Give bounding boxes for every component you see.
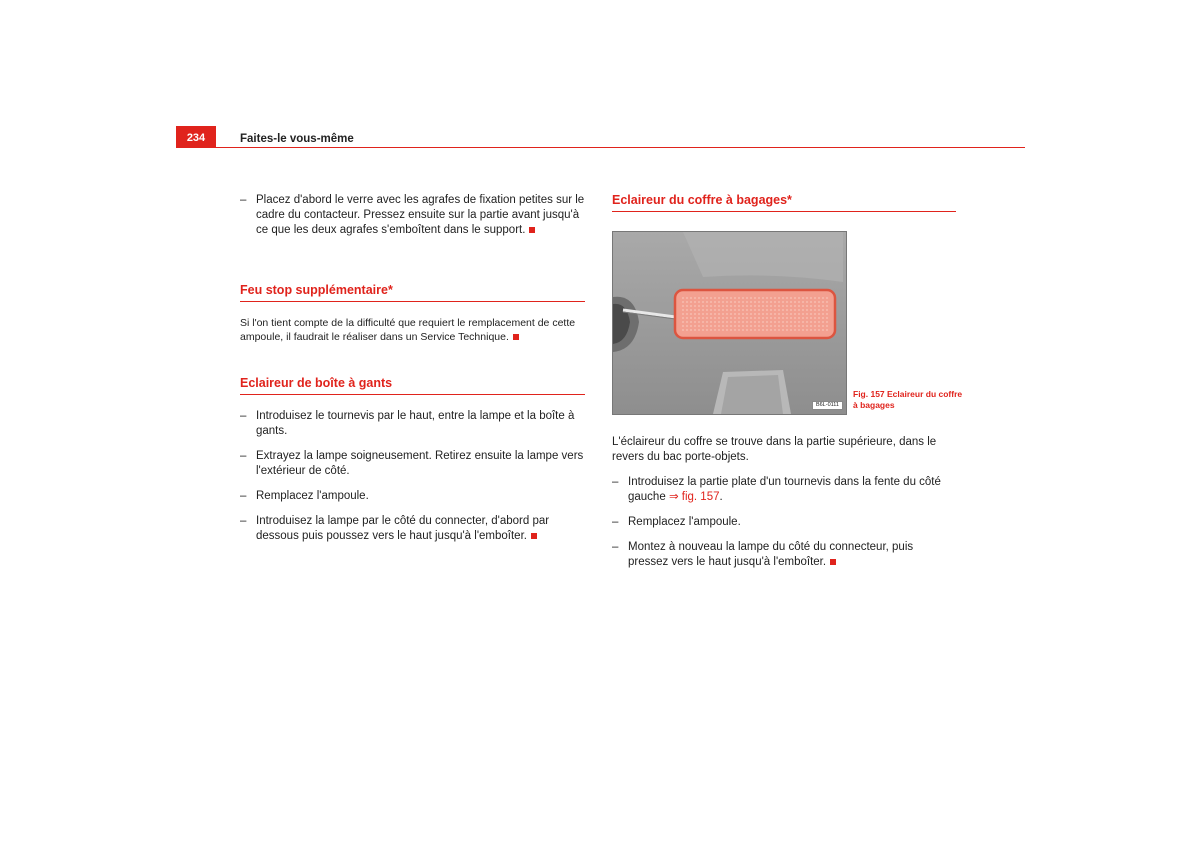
figure-caption: Fig. 157 Eclaireur du coffre à bagages <box>853 389 963 410</box>
list-item-text: Introduisez la lampe par le côté du connecter, d'abord par dessous puis poussez vers le haut jusqu'à l'emboîter. <box>256 515 550 542</box>
dash: – <box>240 490 247 502</box>
end-mark-icon <box>830 559 836 565</box>
header-rule <box>176 147 1025 148</box>
figure-code: B6L-0111 <box>812 401 843 410</box>
section-heading-feu-stop: Feu stop supplémentaire* <box>240 283 585 302</box>
section-text: Si l'on tient compte de la difficulté que requiert le remplacement de cette ampoule, il faudrait le réaliser dans un Service Technique. <box>240 317 576 343</box>
intro-paragraph: L'éclaireur du coffre se trouve dans la partie supérieure, dans le revers du bac porte-objets. <box>612 436 937 463</box>
figure-reference-link[interactable]: ⇒ fig. 157 <box>668 491 720 503</box>
list-item <box>240 193 585 238</box>
list-item <box>240 449 585 479</box>
end-mark-icon <box>531 533 537 539</box>
trunk-light-illustration <box>613 232 846 414</box>
list-item-text: Montez à nouveau la lampe du côté du connecteur, puis pressez vers le haut jusqu'à l'emboîter. <box>628 541 914 568</box>
list-item-text: Placez d'abord le verre avec les agrafes de fixation petites sur le cadre du contacteur. Pressez ensuite sur la partie avant jusqu'à ce que les deux agrafes s'emboîtent dans le support. <box>256 194 585 236</box>
figure-trunk-light <box>612 231 847 415</box>
list-item <box>240 409 585 439</box>
list-item-text: Extrayez la lampe soigneusement. Retirez ensuite la lampe vers l'extérieur de côté. <box>256 450 584 477</box>
section-heading-boite-a-gants: Eclaireur de boîte à gants <box>240 376 585 395</box>
dash: – <box>240 515 247 527</box>
dash: – <box>612 516 619 528</box>
list-item <box>612 540 956 570</box>
left-column <box>240 193 585 554</box>
dash: – <box>240 450 247 462</box>
list-item <box>240 489 585 504</box>
page-number: 234 <box>176 126 216 148</box>
list-item-text: Introduisez la partie plate d'un tournevis dans la fente du côté gauche <box>628 476 941 503</box>
list-item <box>240 514 585 544</box>
list-item-end: . <box>719 491 723 503</box>
dash: – <box>240 194 247 206</box>
running-title: Faites-le vous-même <box>240 133 354 145</box>
right-column <box>612 193 956 580</box>
list-item <box>612 515 956 530</box>
end-mark-icon <box>529 227 535 233</box>
dash: – <box>612 541 619 553</box>
end-mark-icon <box>513 334 519 340</box>
dash: – <box>612 476 619 488</box>
list-item-text: Introduisez le tournevis par le haut, entre la lampe et la boîte à gants. <box>256 410 575 437</box>
section-heading-coffre: Eclaireur du coffre à bagages* <box>612 193 956 212</box>
list-item-text: Remplacez l'ampoule. <box>256 490 369 502</box>
dash: – <box>240 410 247 422</box>
list-item <box>612 475 956 505</box>
list-item-text: Remplacez l'ampoule. <box>628 516 741 528</box>
